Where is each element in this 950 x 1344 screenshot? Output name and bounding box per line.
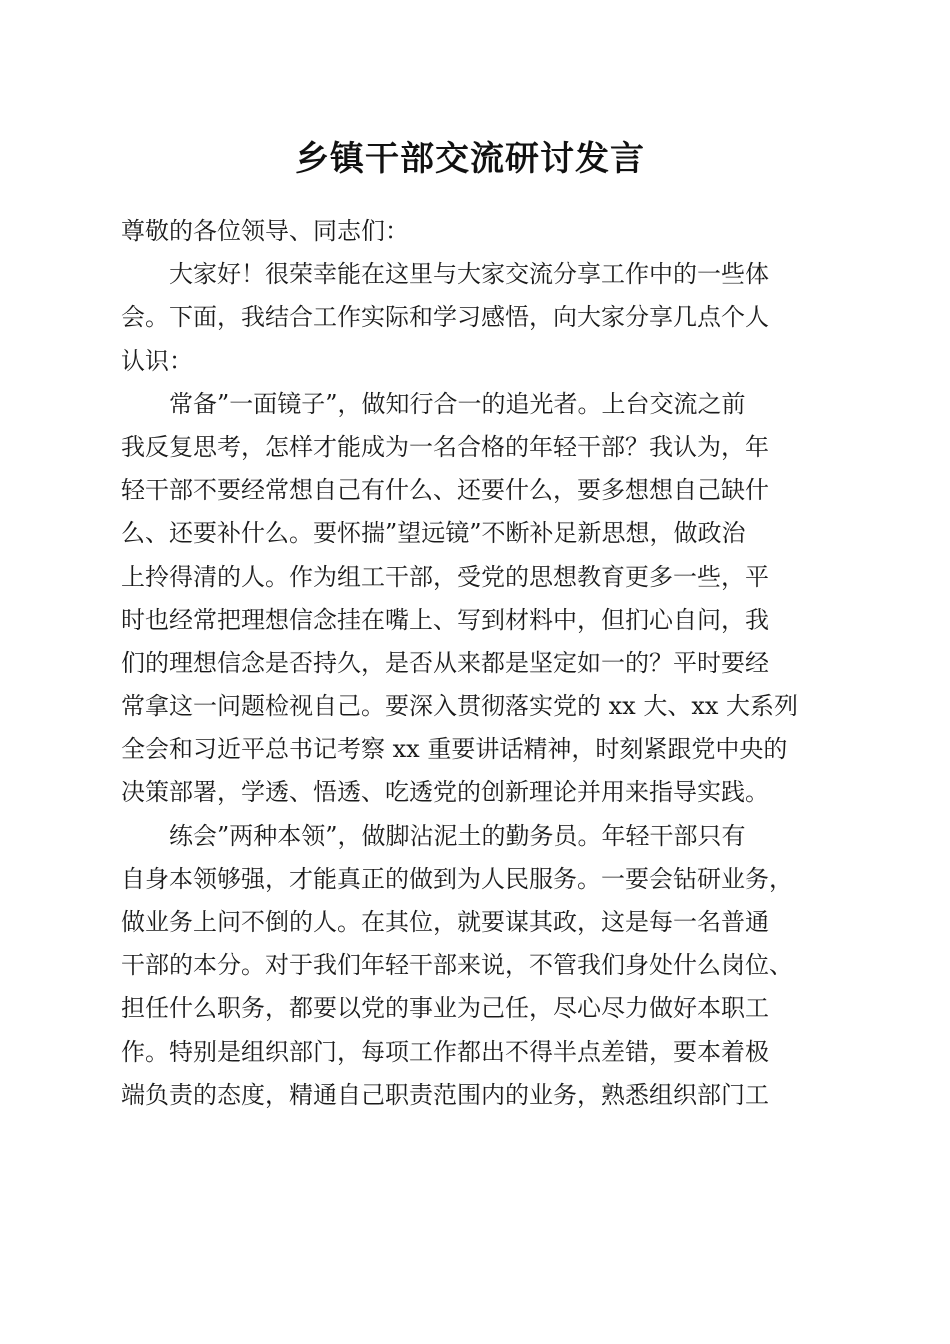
paragraph-1: [121, 253, 841, 383]
paragraph-line: 全会和习近平总书记考察 xx 重要讲话精神，时刻紧跟党中央的: [121, 735, 788, 764]
paragraph-line: 时也经常把理想信念挂在嘴上、写到材料中，但扪心自问，我: [121, 605, 769, 634]
paragraph-line: 端负责的态度，精通自己职责范围内的业务，熟悉组织部门工: [121, 1080, 769, 1109]
paragraph-line: 我反复思考，怎样才能成为一名合格的年轻干部？我认为，年: [121, 432, 769, 461]
paragraph-line: 们的理想信念是否持久，是否从来都是坚定如一的？平时要经: [121, 648, 769, 677]
salutation: 尊敬的各位领导、同志们：: [121, 217, 409, 245]
document-body: [121, 210, 841, 1117]
paragraph-line: 轻干部不要经常想自己有什么、还要什么，要多想想自己缺什: [121, 476, 769, 505]
paragraph-line: 干部的本分。对于我们年轻干部来说，不管我们身处什么岗位、: [121, 951, 793, 980]
paragraph-line: 做业务上问不倒的人。在其位，就要谋其政，这是每一名普通: [121, 908, 769, 936]
paragraph-line: 担任什么职务，都要以党的事业为己任，尽心尽力做好本职工: [121, 994, 769, 1023]
paragraph-line: 大家好！很荣幸能在这里与大家交流分享工作中的一些体: [169, 260, 769, 289]
paragraph-line: 练会”两种本领”，做脚沾泥土的勤务员。年轻干部只有: [169, 821, 746, 850]
paragraph-line: 上拎得清的人。作为组工干部，受党的思想教育更多一些，平: [121, 562, 769, 591]
paragraph-line: 么、还要补什么。要怀揣”望远镜”不断补足新思想，做政治: [121, 519, 746, 548]
paragraph-line: 认识：: [121, 346, 193, 375]
paragraph-line: 决策部署，学透、悟透、吃透党的创新理论并用来指导实践。: [121, 778, 769, 807]
paragraph-line: 作。特别是组织部门，每项工作都出不得半点差错，要本着极: [121, 1037, 769, 1066]
paragraph-2: [121, 383, 841, 815]
document-title: 乡镇干部交流研讨发言: [295, 139, 645, 179]
paragraph-line: 自身本领够强，才能真正的做到为人民服务。一要会钻研业务，: [121, 864, 793, 893]
paragraph-line: 常拿这一问题检视自己。要深入贯彻落实党的 xx 大、xx 大系列: [121, 692, 799, 721]
paragraph-3: [121, 815, 841, 1117]
paragraph-line: 会。下面，我结合工作实际和学习感悟，向大家分享几点个人: [121, 303, 769, 332]
paragraph-line: 常备”一面镜子”，做知行合一的追光者。上台交流之前: [169, 389, 746, 418]
